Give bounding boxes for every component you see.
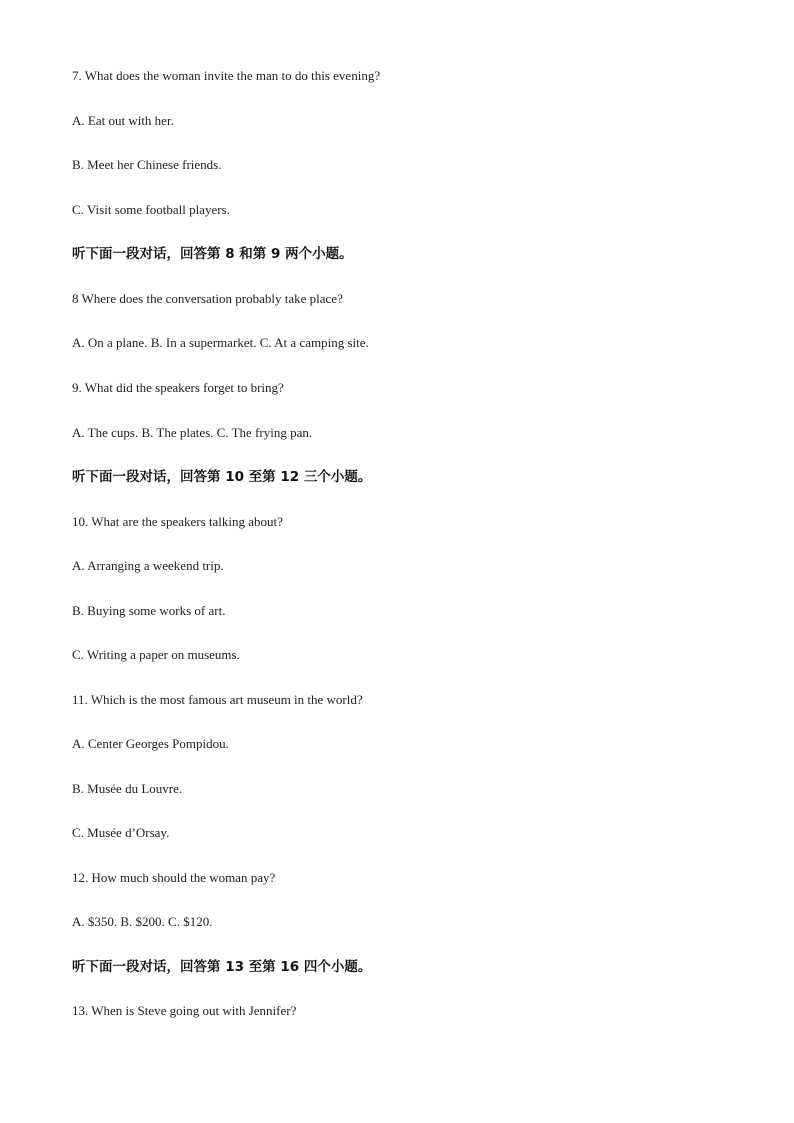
question-10-option-a: A. Arranging a weekend trip. xyxy=(72,558,224,573)
question-12: 12. How much should the woman pay? xyxy=(72,870,276,885)
question-7-option-c: C. Visit some football players. xyxy=(72,202,230,217)
section-heading-13-16: 听下面一段对话，回答第 13 至第 16 四个小题。 xyxy=(72,959,372,975)
question-9: 9. What did the speakers forget to bring? xyxy=(72,380,284,395)
question-8: 8 Where does the conversation probably take place? xyxy=(72,291,343,306)
section-heading-10-12: 听下面一段对话，回答第 10 至第 12 三个小题。 xyxy=(72,469,372,485)
section-heading-8-9: 听下面一段对话，回答第 8 和第 9 两个小题。 xyxy=(72,246,353,262)
question-7-option-b: B. Meet her Chinese friends. xyxy=(72,157,222,172)
question-9-options: A. The cups. B. The plates. C. The frying pan. xyxy=(72,425,313,440)
question-12-options: A. $350. B. $200. C. $120. xyxy=(72,914,213,929)
question-10-option-c: C. Writing a paper on museums. xyxy=(72,647,240,662)
question-7-option-a: A. Eat out with her. xyxy=(72,113,174,128)
question-11-option-a: A. Center Georges Pompidou. xyxy=(72,736,229,751)
question-13: 13. When is Steve going out with Jennifer? xyxy=(72,1003,297,1018)
question-10-option-b: B. Buying some works of art. xyxy=(72,603,226,618)
question-10: 10. What are the speakers talking about? xyxy=(72,514,283,529)
question-7: 7. What does the woman invite the man to do this evening? xyxy=(72,68,381,83)
question-11-option-b: B. Musée du Louvre. xyxy=(72,781,183,796)
question-11-option-c: C. Musée d’Orsay. xyxy=(72,825,170,840)
question-8-options: A. On a plane. B. In a supermarket. C. At a camping site. xyxy=(72,335,369,350)
question-11: 11. Which is the most famous art museum in the world? xyxy=(72,692,363,707)
